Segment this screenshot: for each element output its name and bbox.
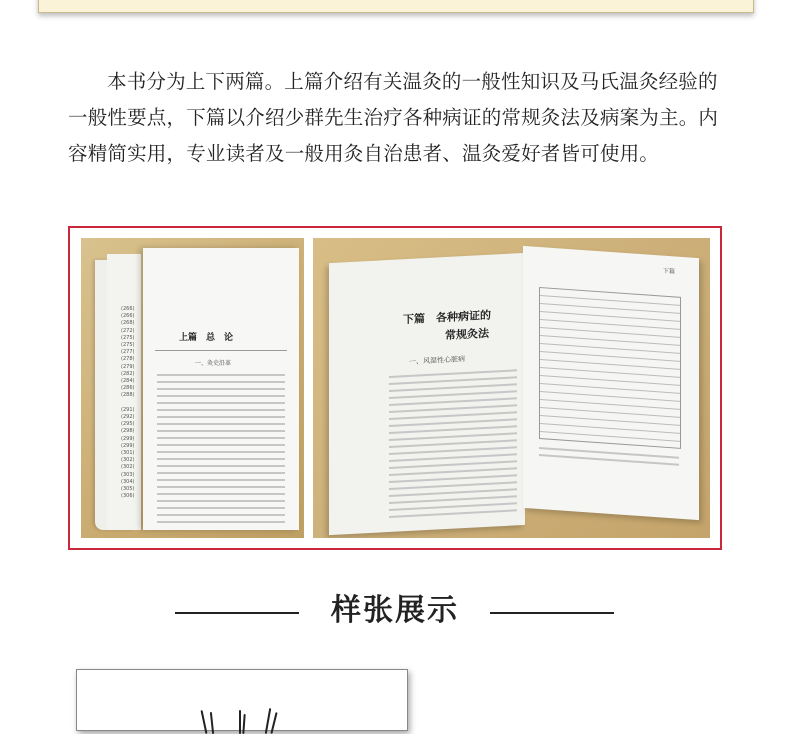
section-title-lower: 一、风湿性心脏病 <box>409 355 465 366</box>
toc-page-number: (295) <box>121 421 135 428</box>
book-page-open-left <box>329 253 525 535</box>
toc-page-number: (291) <box>121 406 135 413</box>
toc-page-number: (277) <box>121 349 135 356</box>
book-photo-left <box>81 238 304 538</box>
intro-paragraph: 本书分为上下两篇。上篇介绍有关温灸的一般性知识及马氏温灸经验的一般性要点，下篇以介绍少群先生治疗各种病证的常规灸法及病案为主。内容精简实用，专业读者及一般用灸自治患者、温灸爱好者皆可使用。 <box>68 70 719 165</box>
sample-page-card <box>76 669 408 731</box>
toc-page-number: (301) <box>121 450 135 457</box>
sketch-stroke <box>201 710 208 734</box>
page-header-right: 下篇 <box>663 267 676 276</box>
heading-rule-right <box>490 612 614 614</box>
toc-page-number: (302) <box>121 464 135 471</box>
toc-page-number: (303) <box>121 471 135 478</box>
page-body-text-right <box>389 369 517 523</box>
toc-page-number: (298) <box>121 428 135 435</box>
sketch-stroke <box>270 712 277 734</box>
book-page-left <box>143 248 299 530</box>
toc-page-number: (288) <box>121 392 135 399</box>
toc-page-number: (286) <box>121 385 135 392</box>
page-title-lower-1: 下篇 各种病证的 <box>403 308 491 327</box>
book-photo-right <box>313 238 710 538</box>
page-footnote-text <box>539 447 679 471</box>
section-title-upper: 一、灸史沿革 <box>195 360 232 367</box>
toc-page-number: (275) <box>121 342 135 349</box>
toc-page-number: (268) <box>121 320 135 327</box>
page-body-text <box>157 374 285 528</box>
section-heading <box>0 582 790 632</box>
page-table <box>539 287 681 449</box>
toc-page-number: (299) <box>121 442 135 449</box>
sketch-stroke <box>239 710 241 734</box>
toc-page-number: (272) <box>121 327 135 334</box>
heading-rule-left <box>175 612 299 614</box>
page-title-upper: 上篇 总 论 <box>179 333 234 343</box>
section-title: 样张展示 <box>331 593 459 628</box>
toc-page-numbers <box>121 306 134 500</box>
page-rule <box>155 350 287 351</box>
toc-page-number: (279) <box>121 363 135 370</box>
toc-page-number: (284) <box>121 378 135 385</box>
toc-page-number: (292) <box>121 414 135 421</box>
sketch-stroke <box>242 714 245 734</box>
toc-page-number: (266) <box>121 306 135 312</box>
toc-page-number: (299) <box>121 435 135 442</box>
toc-page-number: (304) <box>121 478 135 485</box>
toc-page-number: (278) <box>121 356 135 363</box>
book-photo-frame <box>68 226 722 550</box>
top-banner <box>38 0 754 13</box>
page-title-lower-2: 常规灸法 <box>445 326 489 343</box>
toc-page-number: (275) <box>121 334 135 341</box>
toc-page-number: (302) <box>121 457 135 464</box>
toc-page-number: (282) <box>121 370 135 377</box>
toc-page-number: (305) <box>121 486 135 493</box>
toc-page-number <box>121 400 134 407</box>
sketch-stroke <box>210 712 214 734</box>
toc-page-number: (266) <box>121 313 135 320</box>
book-page-open-right <box>523 246 699 520</box>
toc-page-number: (306) <box>121 493 135 500</box>
